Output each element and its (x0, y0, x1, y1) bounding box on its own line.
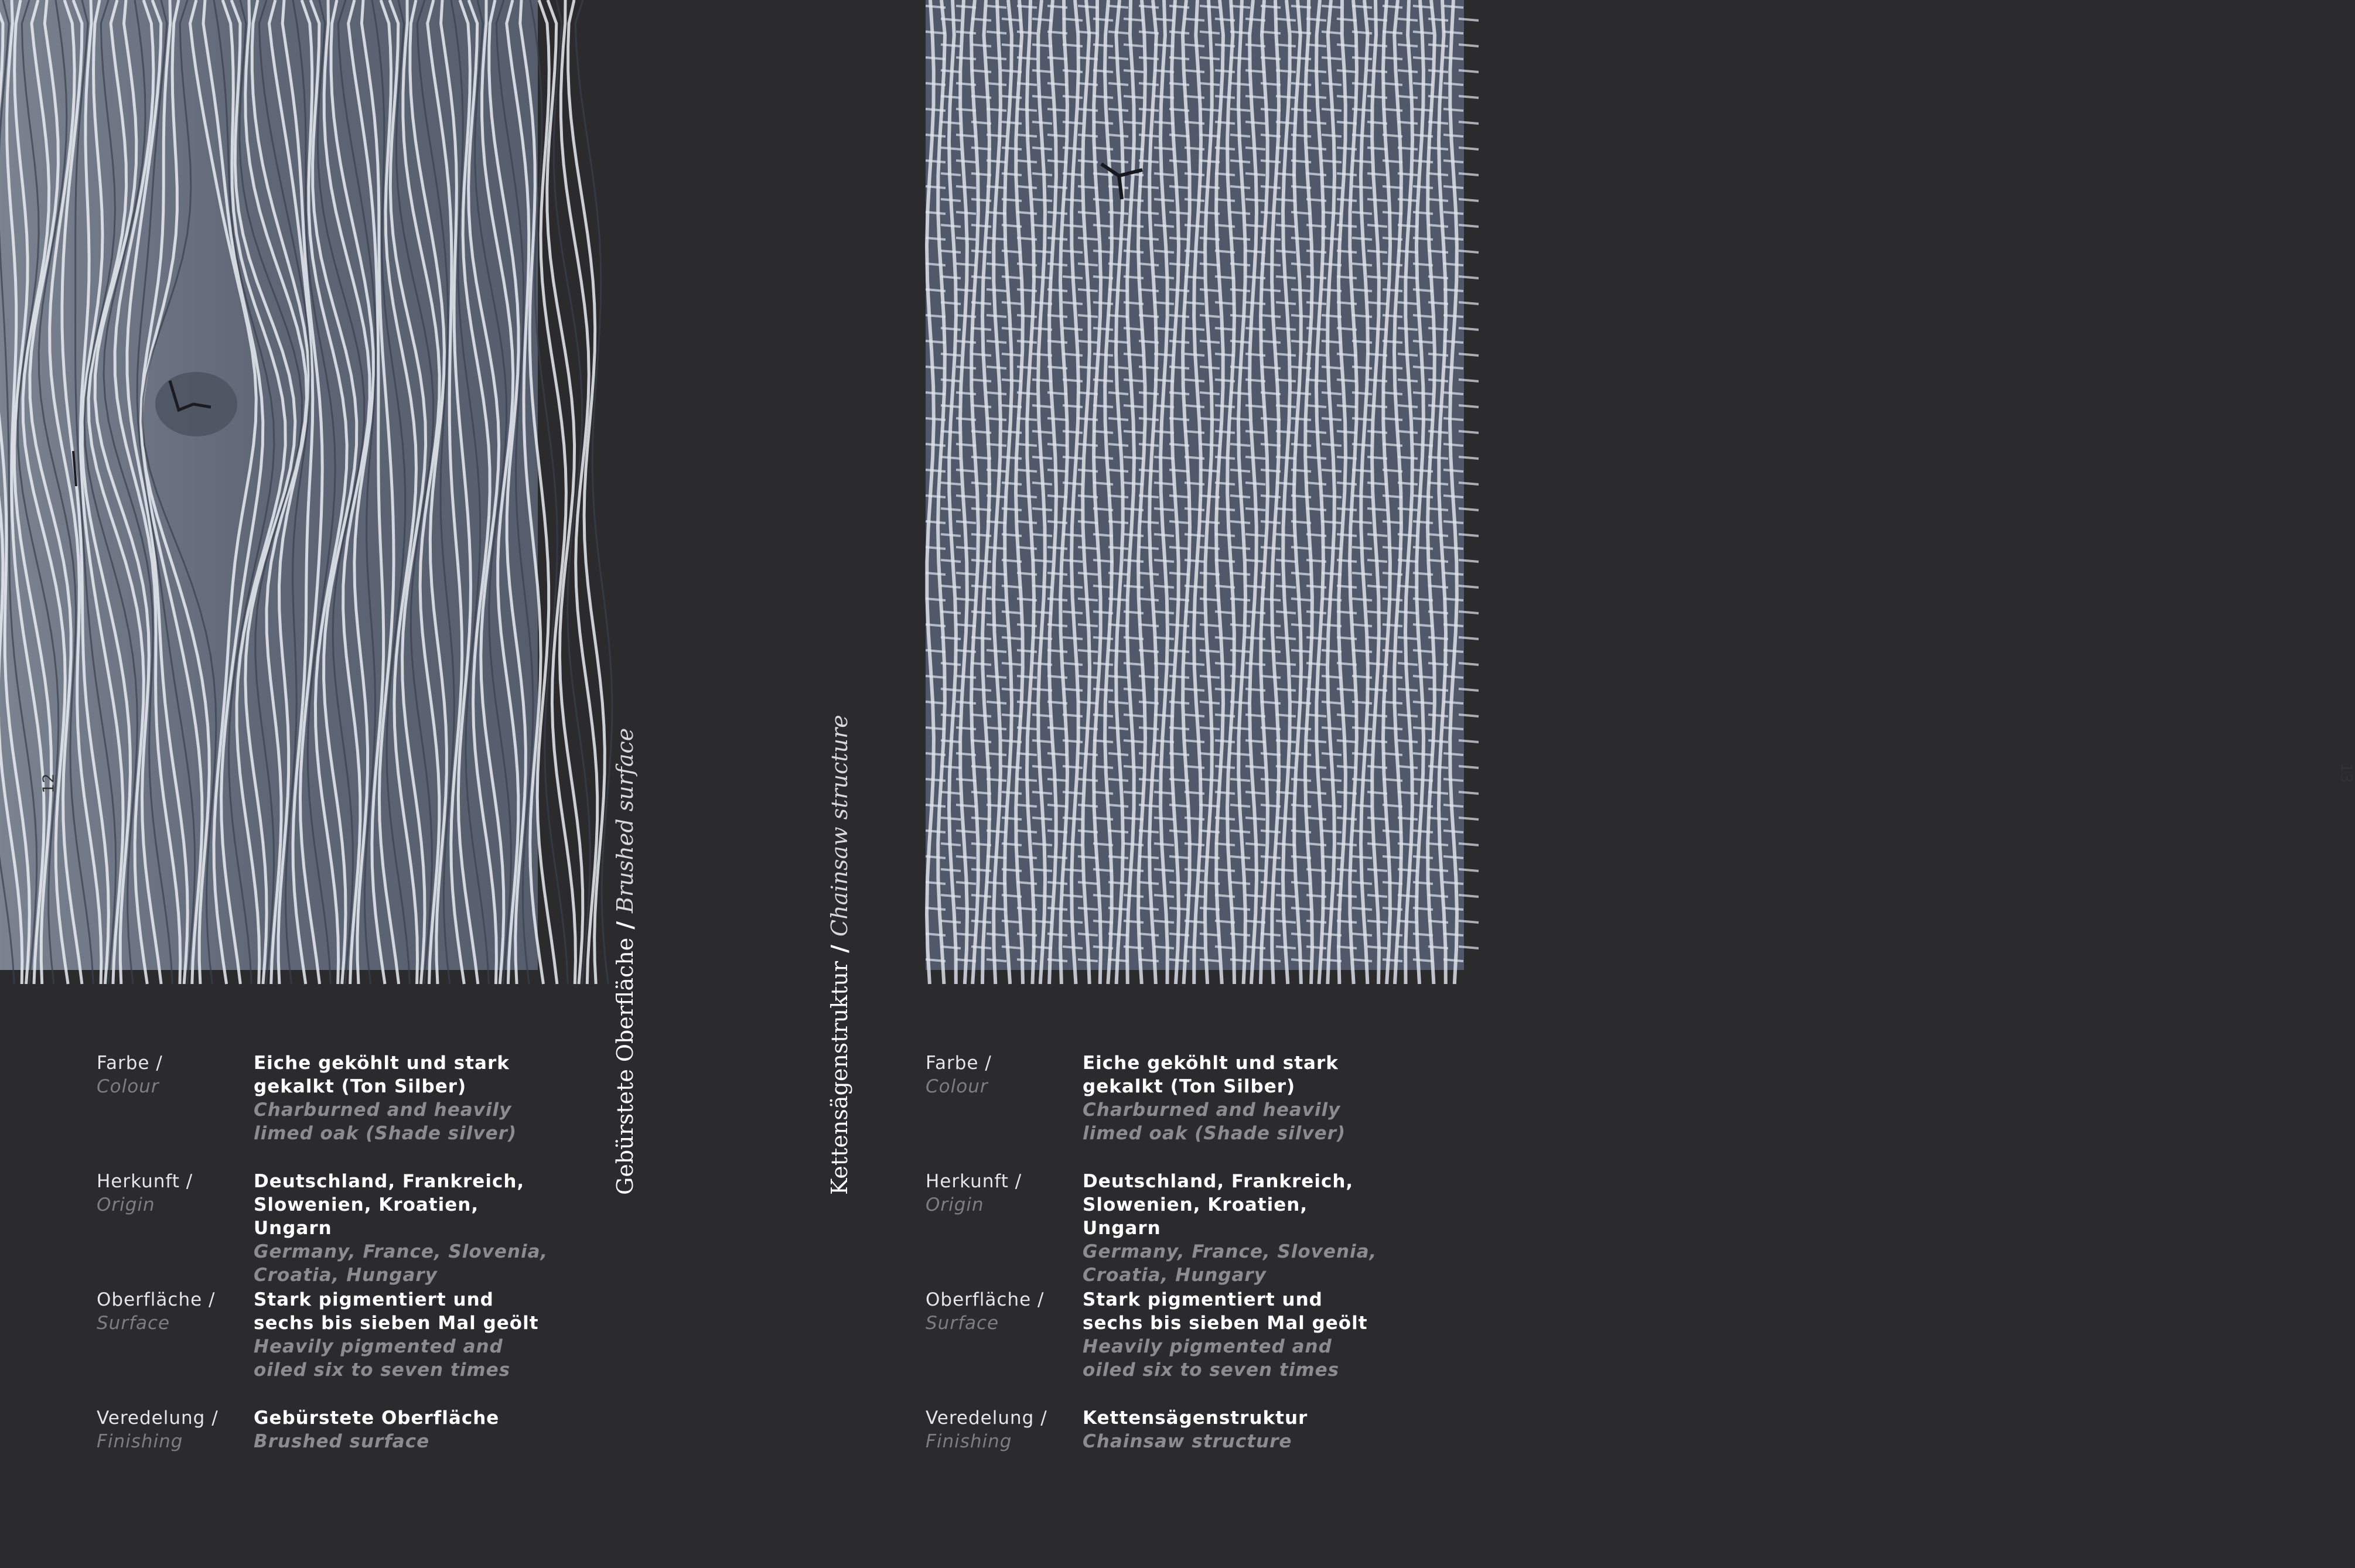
spec-table-left (97, 1051, 565, 1525)
value-de: Eiche geköhlt und stark gekalkt (Ton Silber) (254, 1053, 510, 1097)
value-de: Stark pigmentiert und sechs bis sieben Mal geölt (254, 1289, 539, 1334)
value-en: Charburned and heavily limed oak (Shade silver) (1083, 1099, 1346, 1144)
spec-label (926, 1170, 1078, 1217)
value-en: Heavily pigmented and oiled six to seven times (1083, 1336, 1340, 1381)
spec-row-surface (97, 1288, 565, 1406)
value-de: Kettensägenstruktur (1083, 1408, 1308, 1429)
label-en: Finishing (97, 1431, 183, 1452)
label-en: Surface (97, 1313, 170, 1334)
spec-label (97, 1288, 249, 1335)
spec-row-finishing (97, 1406, 565, 1525)
spec-label (926, 1288, 1078, 1335)
value-de: Deutschland, Frankreich, Slowenien, Kroatien, Ungarn (254, 1171, 525, 1239)
spec-row-origin (926, 1170, 1394, 1288)
value-en: Heavily pigmented and oiled six to seven times (254, 1336, 511, 1381)
value-de: Stark pigmentiert und sechs bis sieben Mal geölt (1083, 1289, 1368, 1334)
spec-value (1083, 1406, 1387, 1453)
spec-row-colour (926, 1051, 1394, 1170)
label-en: Origin (97, 1194, 155, 1215)
title-separator: / (826, 944, 852, 953)
value-en: Brushed surface (254, 1431, 430, 1452)
value-de: Deutschland, Frankreich, Slowenien, Kroatien, Ungarn (1083, 1171, 1354, 1239)
spec-value (254, 1170, 558, 1287)
spec-label (97, 1170, 249, 1217)
spec-label (926, 1406, 1078, 1453)
spec-value (1083, 1170, 1387, 1287)
vertical-title-right (826, 715, 852, 1195)
spec-row-colour (97, 1051, 565, 1170)
label-de: Veredelung / (97, 1408, 219, 1429)
value-de: Eiche geköhlt und stark gekalkt (Ton Silber) (1083, 1053, 1339, 1097)
title-separator: / (612, 921, 638, 930)
chainsaw-wood-photo (926, 0, 2355, 970)
spec-row-surface (926, 1288, 1394, 1406)
value-en: Germany, France, Slovenia, Croatia, Hungary (254, 1241, 548, 1286)
spec-row-finishing (926, 1406, 1394, 1525)
title-de: Gebürstete Oberfläche (612, 937, 638, 1195)
page-number: 13 (2337, 763, 2355, 784)
title-en: Chainsaw structure (827, 715, 852, 937)
label-de: Veredelung / (926, 1408, 1047, 1429)
spec-row-origin (97, 1170, 565, 1288)
brushed-wood-texture (0, 0, 538, 970)
label-de: Farbe / (926, 1053, 992, 1074)
spec-value (254, 1406, 558, 1453)
chainsaw-wood-texture (926, 0, 1464, 970)
label-de: Farbe / (97, 1053, 163, 1074)
value-en: Chainsaw structure (1083, 1431, 1292, 1452)
label-de: Herkunft / (97, 1171, 193, 1192)
spec-value (254, 1288, 558, 1382)
spec-label (97, 1406, 249, 1453)
spec-table-right (926, 1051, 1394, 1525)
label-en: Origin (926, 1194, 984, 1215)
title-de: Kettensägenstruktur (827, 961, 852, 1195)
label-de: Oberfläche / (97, 1289, 216, 1310)
label-en: Colour (926, 1076, 988, 1097)
page-number: 12 (40, 773, 58, 794)
value-de: Gebürstete Oberfläche (254, 1408, 500, 1429)
title-en: Brushed surface (612, 727, 638, 913)
label-en: Colour (97, 1076, 159, 1097)
spec-label (926, 1051, 1078, 1098)
brushed-wood-photo (0, 0, 538, 970)
vertical-title-left (612, 728, 638, 1195)
value-en: Charburned and heavily limed oak (Shade silver) (254, 1099, 517, 1144)
spec-value (254, 1051, 558, 1145)
spec-label (97, 1051, 249, 1098)
label-de: Herkunft / (926, 1171, 1022, 1192)
spec-value (1083, 1288, 1387, 1382)
spec-value (1083, 1051, 1387, 1145)
value-en: Germany, France, Slovenia, Croatia, Hungary (1083, 1241, 1377, 1286)
label-de: Oberfläche / (926, 1289, 1045, 1310)
label-en: Surface (926, 1313, 999, 1334)
label-en: Finishing (926, 1431, 1012, 1452)
